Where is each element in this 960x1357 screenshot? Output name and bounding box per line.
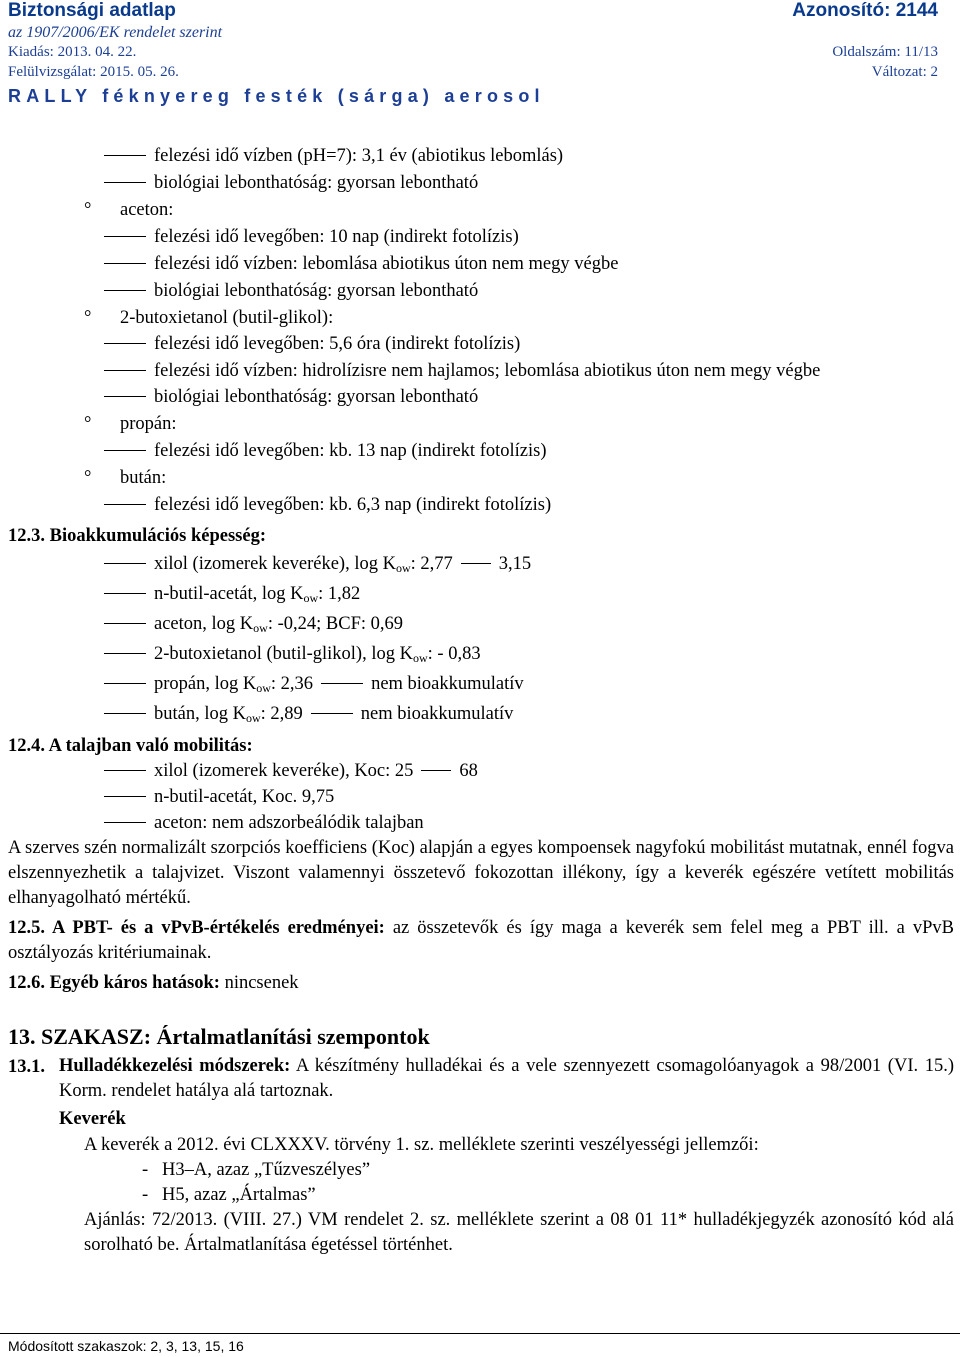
dash-icon	[104, 396, 146, 397]
dash-icon	[104, 370, 146, 371]
dash-icon	[104, 182, 146, 183]
section-12-5: 12.5. A PBT- és a vPvB-értékelés eredményei: az összetevők és így maga a keverék sem felel meg a PBT ill. a vPvB osztályozás kritériumainak.	[8, 918, 954, 963]
list-item: biológiai lebonthatóság: gyorsan lebontható	[104, 172, 478, 194]
dash-icon	[104, 450, 146, 451]
list-item: felezési idő levegőben: 5,6 óra (indirekt fotolízis)	[104, 333, 520, 355]
dash-icon	[104, 290, 146, 291]
dash-icon	[104, 770, 146, 771]
dash-icon	[104, 653, 146, 654]
section-13-1-text: Hulladékkezelési módszerek: A készítmény hulladékai és a vele szennyezett csomagolóanyagok a 98/2001 (VI. 15.) Korm. rendelet hatálya alá tartoznak.	[59, 1056, 954, 1101]
list-item: biológiai lebonthatóság: gyorsan lebontható	[104, 386, 478, 408]
dash-icon	[104, 236, 146, 237]
bullet-icon: °	[84, 468, 92, 488]
list-item: xilol (izomerek keveréke), Koc: 25 68	[104, 760, 478, 782]
list-item: felezési idő vízben: hidrolízisre nem hajlamos; lebomlása abiotikus úton nem megy végbe	[104, 360, 820, 382]
list-item: felezési idő vízben (pH=7): 3,1 év (abiotikus lebomlás)	[104, 145, 563, 167]
dash-icon	[104, 713, 146, 714]
dash-icon	[104, 623, 146, 624]
section-heading-13: 13. SZAKASZ: Ártalmatlanítási szempontok	[8, 1024, 430, 1049]
list-item: xilol (izomerek keveréke), $\log K_{ow}$: 2,77 3,15	[104, 553, 531, 579]
dash-icon	[104, 593, 146, 594]
dash-icon	[104, 504, 146, 505]
list-item: n-butil-acetát, Koc. 9,75	[104, 786, 334, 808]
dash-icon	[421, 770, 451, 771]
list-item: aceton, $\log K_{ow}$: -0,24; BCF: 0,69	[104, 613, 403, 639]
bullet-icon: °	[84, 200, 92, 220]
list-item: biológiai lebonthatóság: gyorsan lebontható	[104, 280, 478, 302]
footer-divider	[0, 1333, 960, 1334]
document-title: Biztonsági adatlap	[8, 0, 176, 21]
recommendation-text: Ajánlás: 72/2013. (VIII. 27.) VM rendelet 2. sz. melléklete szerint a 08 01 11* hulladékjegyzék azonosító kód alá sorolható be. Ártalmatlanítása égetéssel történhet.	[84, 1210, 954, 1255]
dash-icon	[461, 563, 491, 564]
list-item: - H3–A, azaz „Tűzveszélyes”	[142, 1160, 371, 1180]
section-heading-12-3: 12.3. Bioakkumulációs képesség:	[8, 526, 267, 546]
list-item: ° 2-butoxietanol (butil-glikol):	[84, 308, 334, 328]
list-item: felezési idő vízben: lebomlása abiotikus úton nem megy végbe	[104, 253, 618, 275]
list-item: ° bután:	[84, 468, 167, 488]
document-id: Azonosító: 2144	[792, 0, 938, 21]
list-item: 2-butoxietanol (butil-glikol), $\log K_{ow}$: - 0,83	[104, 643, 481, 669]
keverek-label: Keverék	[59, 1109, 126, 1129]
product-name: RALLY féknyereg festék (sárga) aerosol	[8, 86, 545, 106]
keverek-text: A keverék a 2012. évi CLXXXV. törvény 1. sz. melléklete szerinti veszélyességi jellemzői:	[84, 1135, 759, 1155]
dash-icon	[104, 683, 146, 684]
list-item: ° propán:	[84, 414, 177, 434]
bullet-icon: °	[84, 414, 92, 434]
dash-icon	[321, 683, 363, 684]
section-13-1-num: 13.1.	[8, 1057, 45, 1077]
list-item: propán, $\log K_{ow}$: 2,36 nem bioakkumulatív	[104, 673, 524, 699]
bullet-icon: °	[84, 308, 92, 328]
list-item: ° aceton:	[84, 200, 174, 220]
dash-icon	[104, 263, 146, 264]
dash-icon	[104, 563, 146, 564]
list-item: n-butil-acetát, $\log K_{ow}$: 1,82	[104, 583, 360, 609]
list-item: felezési idő levegőben: 10 nap (indirekt fotolízis)	[104, 226, 519, 248]
dash-icon	[104, 155, 146, 156]
list-item: felezési idő levegőben: kb. 13 nap (indirekt fotolízis)	[104, 440, 547, 462]
section-heading-12-4: 12.4. A talajban való mobilitás:	[8, 736, 253, 756]
regulation: az 1907/2006/EK rendelet szerint	[8, 24, 223, 41]
header	[8, 0, 938, 112]
section-12-6: 12.6. Egyéb káros hatások: nincsenek	[8, 973, 299, 993]
list-item: - H5, azaz „Ártalmas”	[142, 1185, 316, 1205]
issue-date: Kiadás: 2013. 04. 22.	[8, 44, 137, 60]
revision-date: Felülvizsgálat: 2015. 05. 26.	[8, 64, 179, 80]
list-item: bután, $\log K_{ow}$: 2,89 nem bioakkumulatív	[104, 703, 513, 729]
list-item: aceton: nem adszorbeálódik talajban	[104, 812, 424, 834]
dash-icon	[311, 713, 353, 714]
page-number: Oldalszám: 11/13	[832, 44, 938, 60]
footer-modified-sections: Módosított szakaszok: 2, 3, 13, 15, 16	[8, 1338, 244, 1354]
dash-icon	[104, 343, 146, 344]
dash-icon	[104, 796, 146, 797]
list-item: felezési idő levegőben: kb. 6,3 nap (indirekt fotolízis)	[104, 494, 551, 516]
dash-icon	[104, 822, 146, 823]
version: Változat: 2	[871, 64, 938, 80]
mobility-paragraph: A szerves szén normalizált szorpciós koefficiens (Koc) alapján a egyes kompoensek nagyfokú mobilitást mutatnak, ennél fogva elszennyezhetik a talajvizet. Viszont valamennyi összetevő fokozottan illékony, így a keverék egészére vetített mobilitás elhanyagolható mértékű.	[8, 838, 954, 908]
